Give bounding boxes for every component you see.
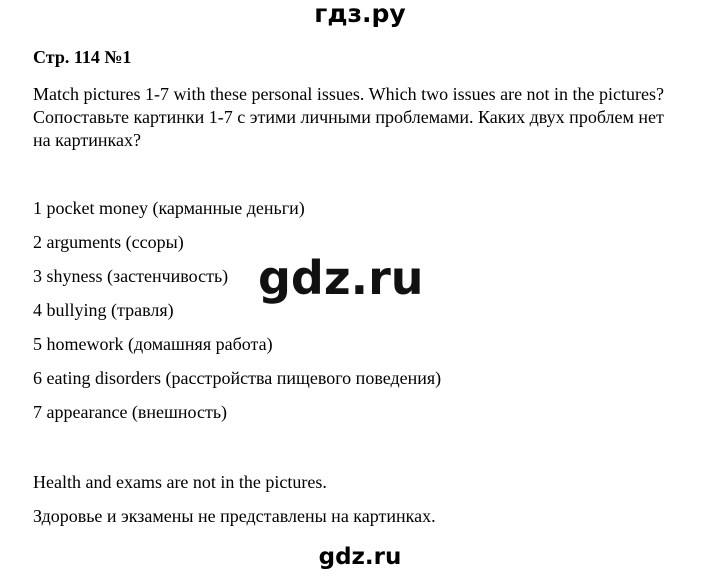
task-instructions (33, 83, 683, 152)
instructions-text (33, 83, 683, 152)
answer-item: 1 pocket money (карманные деньги) (33, 198, 305, 218)
conclusion-english: Health and exams are not in the pictures. (33, 472, 327, 492)
conclusion (33, 471, 436, 539)
site-header-logo: гдз.ру (314, 0, 406, 28)
watermark: gdz.ru (258, 251, 424, 305)
page-title: Стр. 114 №1 (33, 47, 132, 67)
conclusion-russian: Здоровье и экзамены не представлены на картинках. (33, 506, 436, 526)
answer-item: 6 eating disorders (расстройства пищевого поведения) (33, 368, 442, 388)
instructions-english: Match pictures 1-7 with these personal issues. Which two issues are not in the pictures? (33, 84, 665, 104)
answer-item: 7 appearance (внешность) (33, 402, 228, 422)
answer-item: 4 bullying (травля) (33, 300, 174, 320)
answer-list (33, 197, 441, 435)
answer-item: 5 homework (домашняя работа) (33, 334, 273, 354)
answer-item: 2 arguments (ссоры) (33, 232, 184, 252)
answer-item: 3 shyness (застенчивость) (33, 266, 229, 286)
instructions-russian: Сопоставьте картинки 1-7 с этими личными проблемами. Каких двух проблем нет на картинках? (33, 107, 664, 150)
site-footer-logo: gdz.ru (318, 544, 402, 570)
